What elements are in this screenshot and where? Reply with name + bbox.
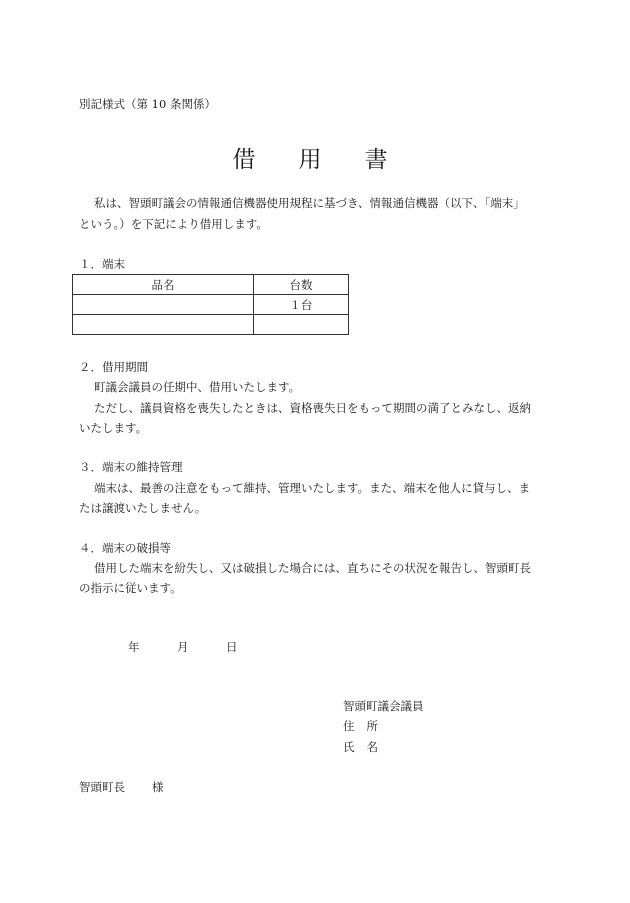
date-day-label: 日	[226, 640, 238, 654]
column-header-item-name: 品名	[73, 275, 254, 295]
section-4-heading: ４．端末の破損等	[79, 541, 171, 555]
addressee-name: 智頭町長	[79, 780, 125, 794]
section-3-heading: ３．端末の維持管理	[79, 460, 183, 474]
section-2-paragraph-2-line-1: ただし、議員資格を喪失したときは、資格喪失日をもって期間の満了とみなし、返納	[94, 401, 531, 415]
table-row	[73, 315, 349, 335]
section-4-paragraph-line-1: 借用した端末を紛失し、又は破損した場合には、直ちにその状況を報告し、智頭町長	[94, 561, 531, 575]
addressee-honorific: 様	[152, 780, 164, 794]
signer-role: 智頭町議会議員	[343, 699, 424, 713]
document-title: 借 用 書	[232, 147, 398, 173]
signer-address-label: 住所	[343, 719, 390, 733]
intro-line-2: という。）を下記により借用します。	[79, 217, 268, 231]
cell-item-name	[73, 295, 254, 315]
table-header-row	[73, 275, 349, 295]
intro-line-1: 私は、智頭町議会の情報通信機器使用規程に基づき、情報通信機器（以下、「端末」	[94, 196, 525, 210]
section-3-paragraph-line-1: 端末は、最善の注意をもって維持、管理いたします。また、端末を他人に貸与し、ま	[94, 481, 531, 495]
cell-item-name	[73, 315, 254, 335]
date-month-label: 月	[177, 640, 189, 654]
section-2-heading: ２．借用期間	[79, 360, 148, 374]
device-table	[72, 274, 349, 335]
form-reference: 別記様式（第 10 条関係）	[79, 97, 216, 111]
table-row	[73, 295, 349, 315]
section-3-paragraph-line-2: たは譲渡いたしません。	[79, 501, 207, 515]
section-2-paragraph-2-line-2: いたします。	[79, 421, 148, 435]
cell-quantity	[254, 315, 349, 335]
signer-name-label: 氏名	[343, 740, 390, 754]
column-header-quantity: 台数	[254, 275, 349, 295]
section-4-paragraph-line-2: の指示に従います。	[79, 581, 182, 595]
date-year-label: 年	[128, 640, 140, 654]
section-1-heading: １．端末	[79, 257, 125, 271]
section-2-paragraph-1: 町議会議員の任期中、借用いたします。	[94, 380, 301, 394]
cell-quantity: １台	[254, 295, 349, 315]
